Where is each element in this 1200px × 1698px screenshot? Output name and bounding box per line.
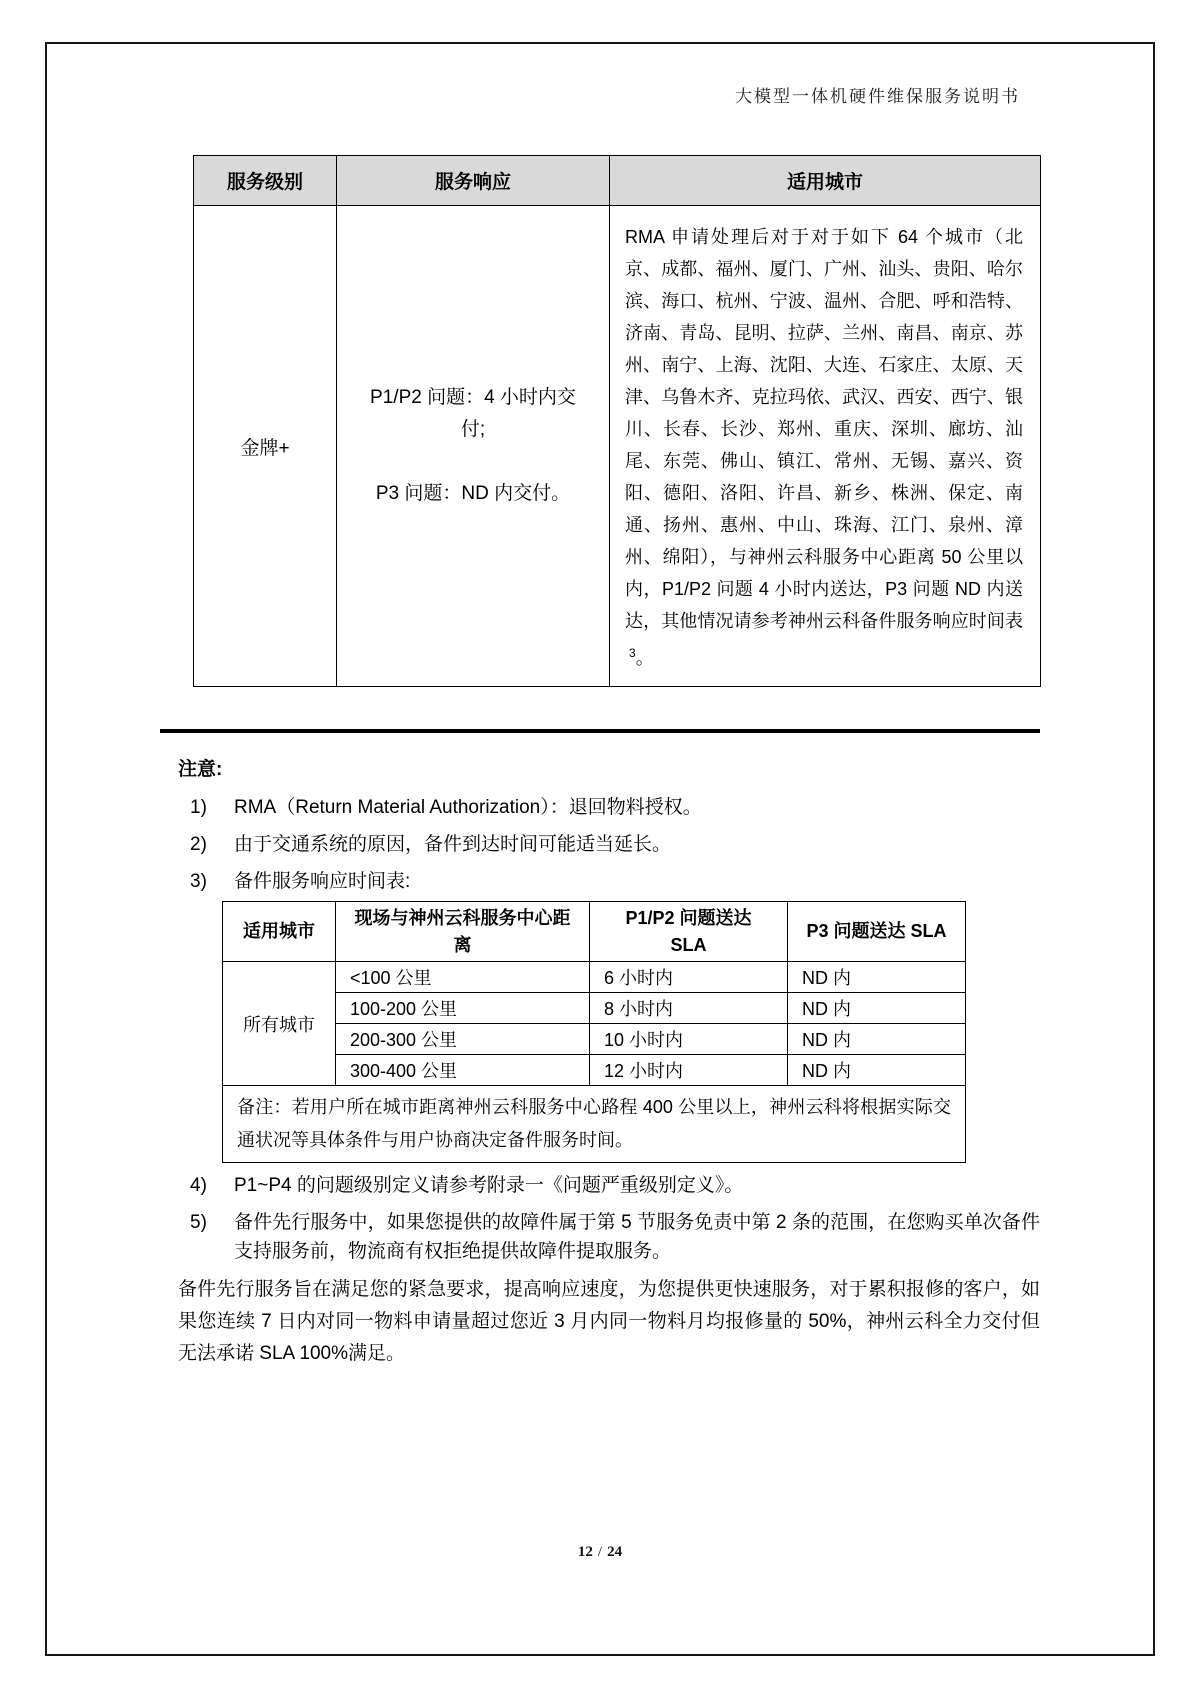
service-table-data-row xyxy=(194,206,1041,687)
document-header-title: 大模型一体机硬件维保服务说明书 xyxy=(735,87,1020,106)
cell-service-level: 金牌+ xyxy=(194,206,337,687)
note-item-5 xyxy=(160,1208,1040,1266)
footer-total-pages: 24 xyxy=(607,1544,623,1560)
sla-remark-text: 备注：若用户所在城市距离神州云科服务中心路程 400 公里以上，神州云科将根据实际交通状况等具体条件与用户协商决定备件服务时间。 xyxy=(223,1086,966,1163)
sla-header-p1p2: P1/P2 问题送达 SLA xyxy=(590,902,788,962)
note-2-text: 由于交通系统的原因，备件到达时间可能适当延长。 xyxy=(234,834,672,855)
sla-header-p3: P3 问题送达 SLA xyxy=(788,902,966,962)
sla-city-scope: 所有城市 xyxy=(223,962,336,1086)
header-applicable-cities: 适用城市 xyxy=(610,156,1041,206)
closing-paragraph: 备件先行服务旨在满足您的紧急要求，提高响应速度，为您提供更快速服务，对于累积报修的客户，如果您连续 7 日内对同一物料申请量超过您近 3 月内同一物料月均报修量的 50%，神州云科全力交付但无法承诺 SLA 100%满足。 xyxy=(178,1279,1040,1364)
note-4-text: P1~P4 的问题级别定义请参考附录一《问题严重级别定义》。 xyxy=(234,1175,744,1196)
sla-row4-p1p2: 12 小时内 xyxy=(590,1055,788,1086)
sla-row2-p1p2: 8 小时内 xyxy=(590,993,788,1024)
response-p3: P3 问题：ND 内交付。 xyxy=(375,483,571,504)
sla-table-header-row xyxy=(223,902,966,962)
cities-body-text: RMA 申请处理后对于对于如下 64 个城市（北京、成都、福州、厦门、广州、汕头、贵阳、哈尔滨、海口、杭州、宁波、温州、合肥、呼和浩特、济南、青岛、昆明、拉萨、兰州、南昌、南京、苏州、南宁、上海、沈阳、大连、石家庄、太原、天津、乌鲁木齐、克拉玛依、武汉、西安、西宁、银川、长春、长沙、郑州、重庆、深圳、廊坊、汕尾、东莞、佛山、镇江、常州、无锡、嘉兴、资阳、德阳、洛阳、许昌、新乡、株洲、保定、南通、扬州、惠州、中山、珠海、江门、泉州、漳州、绵阳），与神州云科服务中心距离 50 公里以内，P1/P2 问题 4 小时内送达，P3 问题 ND 内送达，其他情况请参考神州云科备件服务响应时间表 xyxy=(625,227,1023,631)
sla-row3-p3: ND 内 xyxy=(788,1024,966,1055)
sla-row2-distance: 100-200 公里 xyxy=(336,993,590,1024)
sla-row-1 xyxy=(223,962,966,993)
cell-service-response xyxy=(337,206,610,687)
page-content xyxy=(160,155,1040,1370)
sla-row4-distance: 300-400 公里 xyxy=(336,1055,590,1086)
note-3-text: 备件服务响应时间表: xyxy=(234,871,411,892)
note-item-4 xyxy=(160,1171,1040,1200)
response-text-stack xyxy=(337,382,609,510)
note-1-number: 1) xyxy=(190,797,207,818)
sla-row1-p1p2: 6 小时内 xyxy=(590,962,788,993)
service-table-header-row xyxy=(194,156,1041,206)
sla-header-distance: 现场与神州云科服务中心距离 xyxy=(336,902,590,962)
sla-row3-p1p2: 10 小时内 xyxy=(590,1024,788,1055)
page-footer xyxy=(0,1544,1200,1561)
note-5-text: 备件先行服务中，如果您提供的故障件属于第 5 节服务免责中第 2 条的范围，在您购买单次备件支持服务前，物流商有权拒绝提供故障件提取服务。 xyxy=(234,1212,1040,1262)
sla-header-city: 适用城市 xyxy=(223,902,336,962)
footer-page-separator: / xyxy=(597,1544,603,1560)
note-1-text: RMA（Return Material Authorization）：退回物料授权。 xyxy=(234,797,702,818)
sla-row3-distance: 200-300 公里 xyxy=(336,1024,590,1055)
sla-row1-p3: ND 内 xyxy=(788,962,966,993)
note-item-1 xyxy=(160,793,1040,822)
sla-row4-p3: ND 内 xyxy=(788,1055,966,1086)
note-item-3 xyxy=(160,867,1040,896)
cities-paragraph xyxy=(610,206,1040,686)
cities-period: 。 xyxy=(635,648,654,668)
note-item-2 xyxy=(160,830,1040,859)
notes-title: 注意: xyxy=(178,759,223,780)
footer-current-page: 12 xyxy=(577,1544,593,1560)
sla-row2-p3: ND 内 xyxy=(788,993,966,1024)
header-service-level: 服务级别 xyxy=(194,156,337,206)
note-4-number: 4) xyxy=(190,1175,207,1196)
spare-part-sla-table xyxy=(222,901,966,1163)
header-service-response: 服务响应 xyxy=(337,156,610,206)
cell-applicable-cities xyxy=(610,206,1041,687)
note-2-number: 2) xyxy=(190,834,207,855)
response-p1p2: P1/P2 问题：4 小时内交付; xyxy=(370,387,576,440)
note-3-number: 3) xyxy=(190,871,207,892)
sla-remark-row xyxy=(223,1086,966,1163)
section-divider-rule xyxy=(160,729,1040,733)
footnote-reference-3: 3 xyxy=(629,646,636,660)
service-level-table xyxy=(193,155,1041,687)
note-5-number: 5) xyxy=(190,1212,207,1233)
sla-row1-distance: <100 公里 xyxy=(336,962,590,993)
